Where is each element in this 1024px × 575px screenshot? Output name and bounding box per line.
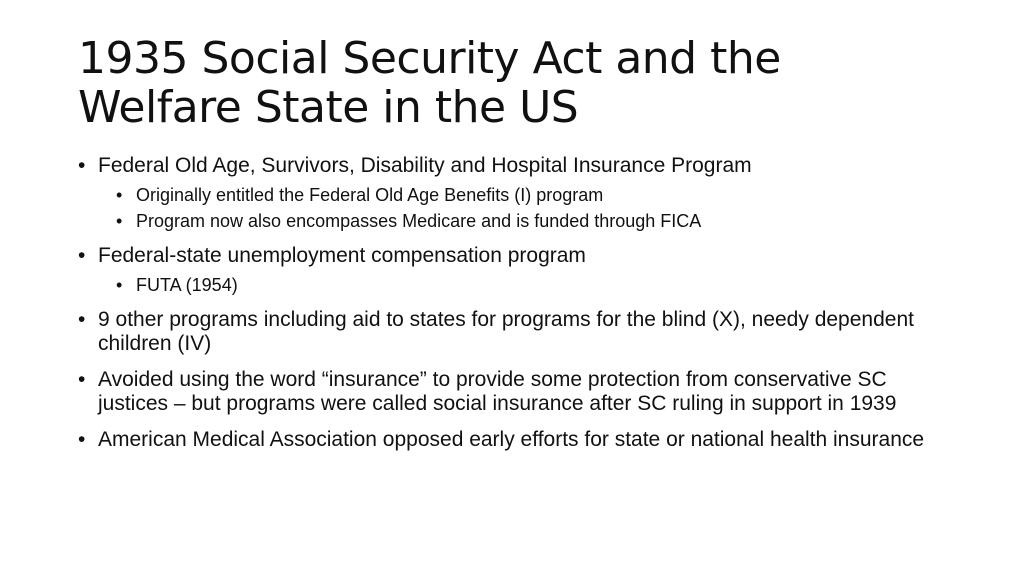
bullet-text: Avoided using the word “insurance” to provide some protection from conservative SC justices – but programs were called social insurance after SC ruling in support in 1939 bbox=[98, 368, 897, 415]
slide-title-line-1: 1935 Social Security Act and the bbox=[78, 33, 781, 84]
bullet-item bbox=[78, 154, 958, 232]
bullet-item bbox=[78, 244, 958, 296]
sub-bullet-item bbox=[116, 210, 958, 232]
bullet-list bbox=[78, 154, 958, 452]
slide-content bbox=[78, 154, 958, 464]
sub-bullet-list bbox=[98, 274, 958, 296]
bullet-item bbox=[78, 308, 958, 356]
bullet-icon: • bbox=[116, 275, 123, 295]
sub-bullet-text: Originally entitled the Federal Old Age Benefits (I) program bbox=[136, 185, 604, 205]
bullet-text: American Medical Association opposed early efforts for state or national health insurance bbox=[98, 428, 925, 451]
bullet-text: Federal Old Age, Survivors, Disability and Hospital Insurance Program bbox=[98, 154, 752, 177]
bullet-icon: • bbox=[78, 154, 86, 177]
bullet-item bbox=[78, 368, 958, 416]
sub-bullet-item bbox=[116, 184, 958, 206]
slide-title-line-2: Welfare State in the US bbox=[78, 82, 579, 133]
bullet-text: 9 other programs including aid to states for programs for the blind (X), needy dependent children (IV) bbox=[98, 308, 914, 355]
bullet-icon: • bbox=[116, 211, 123, 231]
sub-bullet-item bbox=[116, 274, 958, 296]
sub-bullet-text: FUTA (1954) bbox=[136, 275, 238, 295]
bullet-item bbox=[78, 428, 958, 452]
bullet-icon: • bbox=[78, 308, 86, 331]
sub-bullet-text: Program now also encompasses Medicare and is funded through FICA bbox=[136, 211, 702, 231]
bullet-icon: • bbox=[78, 244, 86, 267]
bullet-icon: • bbox=[78, 428, 86, 451]
sub-bullet-list bbox=[98, 184, 958, 232]
bullet-icon: • bbox=[78, 368, 86, 391]
slide-title bbox=[78, 34, 978, 132]
bullet-text: Federal-state unemployment compensation program bbox=[98, 244, 586, 267]
bullet-icon: • bbox=[116, 185, 123, 205]
